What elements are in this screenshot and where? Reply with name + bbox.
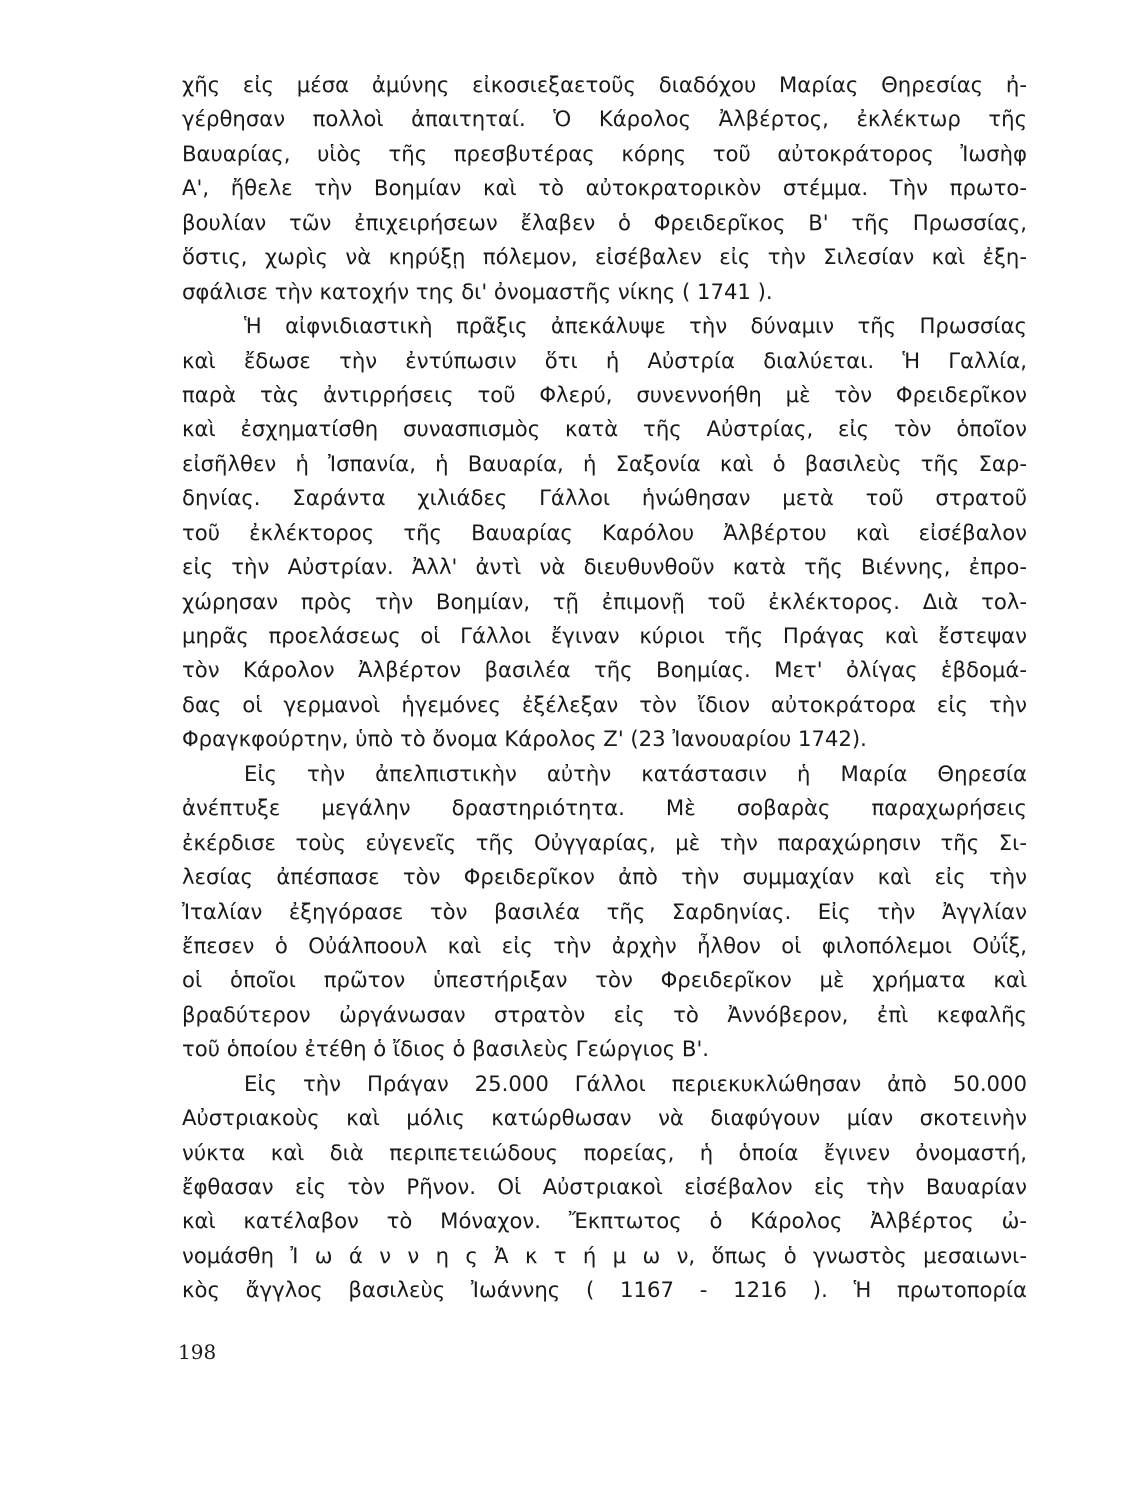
text-line: βραδύτερον ὠργάνωσαν στρατὸν εἰς τὸ Ἀννόβερον, ἐπὶ κεφαλῆς bbox=[182, 1001, 1027, 1027]
text-line: Εἰς τὴν Πράγαν 25.000 Γάλλοι περιεκυκλώθησαν ἀπὸ 50.000 bbox=[244, 1070, 1027, 1096]
text-line: νομάσθη Ἰ ω ά ν ν η ς Ἀ κ τ ή μ ω ν, ὅπως ὁ γνωστὸς μεσαιωνι- bbox=[182, 1242, 1027, 1268]
text-line: Φραγκφούρτην, ὑπὸ τὸ ὄνομα Κάρολος Ζ' (23 Ἰανουαρίου 1742). bbox=[182, 726, 867, 752]
text-line: τοῦ ὁποίου ἐτέθη ὁ ἴδιος ὁ βασιλεὺς Γεώργιος Β'. bbox=[182, 1036, 710, 1062]
text-line: ἀνέπτυξε μεγάλην δραστηριότητα. Μὲ σοβαρὰς παραχωρήσεις bbox=[182, 795, 1027, 821]
text-line: καὶ κατέλαβον τὸ Μόναχον. Ἔκπτωτος ὁ Κάρολος Ἀλβέρτος ὠ- bbox=[182, 1208, 1027, 1234]
text-line: εἰς τὴν Αὐστρίαν. Ἀλλ' ἀντὶ νὰ διευθυνθοῦν κατὰ τῆς Βιέννης, ἐπρο- bbox=[182, 554, 1027, 580]
text-line: Α', ἤθελε τὴν Βοημίαν καὶ τὸ αὐτοκρατορικὸν στέμμα. Τὴν πρωτο- bbox=[182, 175, 1027, 201]
text-line: ἔφθασαν εἰς τὸν Ρῆνον. Οἱ Αὐστριακοὶ εἰσέβαλον εἰς τὴν Βαυαρίαν bbox=[182, 1174, 1027, 1199]
text-line: μηρᾶς προελάσεως οἱ Γάλλοι ἔγιναν κύριοι τῆς Πράγας καὶ ἔστεψαν bbox=[182, 623, 1027, 648]
text-line: τοῦ ἐκλέκτορος τῆς Βαυαρίας Καρόλου Ἀλβέρτου καὶ εἰσέβαλον bbox=[182, 519, 1027, 545]
text-line: βουλίαν τῶν ἐπιχειρήσεων ἔλαβεν ὁ Φρειδερῖκος Β' τῆς Πρωσσίας, bbox=[182, 209, 1027, 235]
text-line: παρὰ τὰς ἀντιρρήσεις τοῦ Φλερύ, συνεννοήθη μὲ τὸν Φρειδερῖκον bbox=[182, 381, 1027, 407]
text-line: λεσίας ἀπέσπασε τὸν Φρειδερῖκον ἀπὸ τὴν συμμαχίαν καὶ εἰς τὴν bbox=[182, 864, 1027, 890]
text-line: οἱ ὁποῖοι πρῶτον ὑπεστήριξαν τὸν Φρειδερῖκον μὲ χρήματα καὶ bbox=[182, 967, 1027, 993]
text-line: Ἰταλίαν ἐξηγόρασε τὸν βασιλέα τῆς Σαρδηνίας. Εἰς τὴν Ἀγγλίαν bbox=[182, 898, 1027, 924]
text-line: νύκτα καὶ διὰ περιπετειώδους πορείας, ἡ ὁποία ἔγινεν ὀνομαστή, bbox=[182, 1139, 1027, 1165]
text-line: γέρθησαν πολλοὶ ἀπαιτηταί. Ὁ Κάρολος Ἀλβέρτος, ἐκλέκτωρ τῆς bbox=[182, 106, 1027, 132]
text-line: καὶ ἔδωσε τὴν ἐντύπωσιν ὅτι ἡ Αὐστρία διαλύεται. Ἡ Γαλλία, bbox=[182, 347, 1027, 373]
text-line: χῆς εἰς μέσα ἀμύνης εἰκοσιεξαετοῦς διαδόχου Μαρίας Θηρεσίας ἠ- bbox=[182, 72, 1027, 97]
text-line: Αὐστριακοὺς καὶ μόλις κατώρθωσαν νὰ διαφύγουν μίαν σκοτεινὴν bbox=[182, 1105, 1027, 1131]
text-line: ὅστις, χωρὶς νὰ κηρύξῃ πόλεμον, εἰσέβαλεν εἰς τὴν Σιλεσίαν καὶ ἐξη- bbox=[182, 244, 1027, 270]
text-line: Εἰς τὴν ἀπελπιστικὴν αὐτὴν κατάστασιν ἡ Μαρία Θηρεσία bbox=[244, 760, 1027, 786]
text-line: δηνίας. Σαράντα χιλιάδες Γάλλοι ἡνώθησαν μετὰ τοῦ στρατοῦ bbox=[182, 485, 1027, 511]
text-line: κὸς ἄγγλος βασιλεὺς Ἰωάννης ( 1167 - 1216 ). Ἡ πρωτοπορία bbox=[182, 1277, 1027, 1303]
text-line: τὸν Κάρολον Ἀλβέρτον βασιλέα τῆς Βοημίας. Μετ' ὀλίγας ἑβδομά- bbox=[182, 657, 1027, 683]
text-line: δας οἱ γερμανοὶ ἡγεμόνες ἐξέλεξαν τὸν ἴδιον αὐτοκράτορα εἰς τὴν bbox=[182, 691, 1027, 717]
text-line: ἐκέρδισε τοὺς εὐγενεῖς τῆς Οὐγγαρίας, μὲ τὴν παραχώρησιν τῆς Σι- bbox=[182, 829, 1027, 855]
text-line: Βαυαρίας, υἱὸς τῆς πρεσβυτέρας κόρης τοῦ αὐτοκράτορος Ἰωσὴφ bbox=[182, 140, 1027, 166]
text-line: καὶ ἐσχηματίσθη συνασπισμὸς κατὰ τῆς Αὐστρίας, εἰς τὸν ὁποῖον bbox=[182, 416, 1027, 442]
page-number: 198 bbox=[178, 1340, 217, 1364]
body-text bbox=[182, 68, 1027, 1308]
text-line: ἔπεσεν ὁ Οὐάλποουλ καὶ εἰς τὴν ἀρχὴν ἦλθον οἱ φιλοπόλεμοι Οὐΐξ, bbox=[182, 932, 1027, 958]
text-line: χώρησαν πρὸς τὴν Βοημίαν, τῇ ἐπιμονῇ τοῦ ἐκλέκτορος. Διὰ τολ- bbox=[182, 588, 1027, 614]
text-line: Ἡ αἰφνιδιαστικὴ πρᾶξις ἀπεκάλυψε τὴν δύναμιν τῆς Πρωσσίας bbox=[244, 313, 1027, 339]
text-line: εἰσῆλθεν ἡ Ἰσπανία, ἡ Βαυαρία, ἡ Σαξονία καὶ ὁ βασιλεὺς τῆς Σαρ- bbox=[182, 450, 1027, 476]
text-line: σφάλισε τὴν κατοχήν της δι' ὀνομαστῆς νίκης ( 1741 ). bbox=[182, 278, 773, 304]
